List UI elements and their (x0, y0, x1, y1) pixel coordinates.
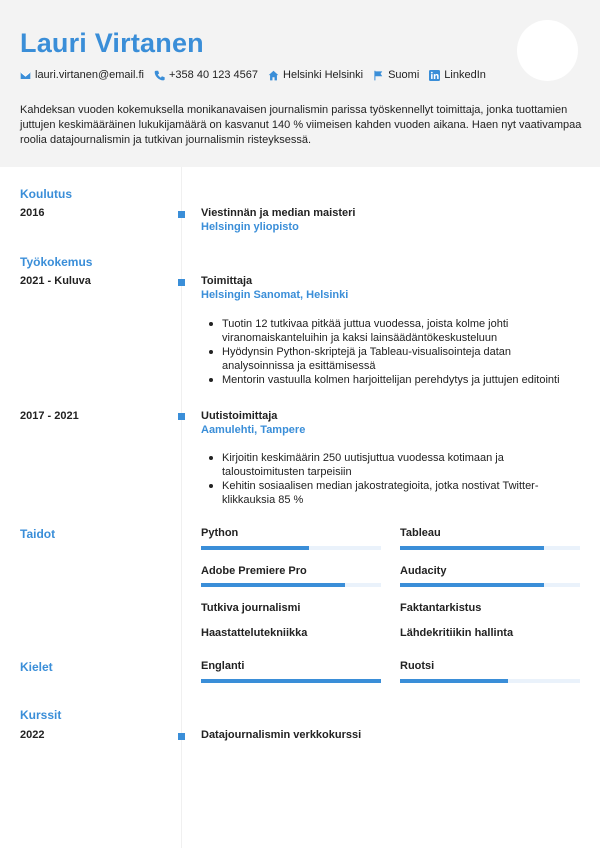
contact-nationality (373, 69, 419, 81)
skill-level-fill (400, 583, 544, 587)
experience-date: 2021 - Kuluva (20, 275, 91, 287)
skill-name: Tutkiva journalismi (201, 602, 301, 614)
language-name: Englanti (201, 660, 245, 672)
skill-name: Lähdekritiikin hallinta (400, 627, 514, 639)
timeline-marker (178, 413, 185, 420)
timeline-marker (178, 279, 185, 286)
skill-level-fill (400, 546, 544, 550)
phone-icon (154, 70, 165, 81)
experience-employer: Helsingin Sanomat, Helsinki (201, 289, 349, 301)
skill-level-bar (201, 546, 381, 550)
skill-name: Haastattelutekniikka (201, 627, 308, 639)
contact-location (268, 69, 363, 81)
list-item: Kehitin sosiaalisen median jakostrategioita, jotka nostivat Twitter-klikkauksia 85 % (201, 479, 561, 507)
envelope-icon (20, 70, 31, 81)
timeline-marker (178, 211, 185, 218)
experience-achievements (201, 317, 561, 387)
language-level-bar (400, 679, 580, 683)
skill-name: Tableau (400, 527, 441, 539)
profile-photo-placeholder (517, 20, 578, 81)
section-title-skills: Taidot (20, 527, 56, 541)
education-date: 2016 (20, 207, 45, 219)
skill-level-bar (201, 583, 381, 587)
education-degree: Viestinnän ja median maisteri (201, 207, 356, 219)
contact-bar (20, 69, 496, 81)
linkedin-text: LinkedIn (444, 69, 486, 81)
section-title-languages: Kielet (20, 660, 53, 674)
skill-level-bar (400, 546, 580, 550)
course-name: Datajournalismin verkkokurssi (201, 729, 362, 741)
linkedin-icon (429, 70, 440, 81)
language-name: Ruotsi (400, 660, 435, 672)
skill-name: Faktantarkistus (400, 602, 482, 614)
experience-role: Uutistoimittaja (201, 410, 278, 422)
section-title-experience: Työkokemus (20, 255, 93, 269)
skill-name: Adobe Premiere Pro (201, 565, 307, 577)
skill-level-bar (400, 583, 580, 587)
language-level-fill (201, 679, 381, 683)
profile-summary: Kahdeksan vuoden kokemuksella monikanavaisen journalismin parissa työskennellyt toimittaja, jonka tuottamien juttujen keskimääräinen lukukijamäärä on kasvanut 140 % viimeisen kahden vuoden aikana. Haen nyt vaativampaa roolia datajournalismin ja tutkivan journalismin risteyksessä. (20, 104, 582, 146)
skill-name: Audacity (400, 565, 447, 577)
experience-achievements (201, 451, 561, 507)
contact-email[interactable] (20, 69, 144, 81)
home-icon (268, 70, 279, 81)
experience-date: 2017 - 2021 (20, 410, 79, 422)
email-text: lauri.virtanen@email.fi (35, 69, 144, 81)
candidate-name: Lauri Virtanen (20, 28, 204, 58)
course-date: 2022 (20, 729, 45, 741)
contact-linkedin[interactable] (429, 69, 486, 81)
phone-text: +358 40 123 4567 (169, 69, 259, 81)
column-divider (181, 167, 182, 848)
location-text: Helsinki Helsinki (283, 69, 364, 81)
contact-phone[interactable] (154, 69, 258, 81)
language-level-fill (400, 679, 508, 683)
section-title-education: Koulutus (20, 187, 72, 201)
list-item: Tuotin 12 tutkivaa pitkää juttua vuodessa, joista kolme johti viranomaiskanteluihin ja kaksi lainsäädäntökeskusteluun (201, 317, 561, 345)
flag-icon (373, 70, 384, 81)
skill-level-fill (201, 583, 345, 587)
list-item: Mentorin vastuulla kolmen harjoittelijan perehdytys ja juttujen editointi (201, 373, 561, 387)
list-item: Hyödynsin Python-skriptejä ja Tableau-visualisointeja datan analysoinnissa ja esittämisessä (201, 345, 561, 373)
skill-level-fill (201, 546, 309, 550)
section-title-courses: Kurssit (20, 708, 62, 722)
nationality-text: Suomi (388, 69, 420, 81)
list-item: Kirjoitin keskimäärin 250 uutisjuttua vuodessa kotimaan ja taloustoimitusten tarpeisiin (201, 451, 561, 479)
language-level-bar (201, 679, 381, 683)
experience-employer: Aamulehti, Tampere (201, 424, 306, 436)
education-school: Helsingin yliopisto (201, 221, 299, 233)
experience-role: Toimittaja (201, 275, 253, 287)
timeline-marker (178, 733, 185, 740)
skill-name: Python (201, 527, 239, 539)
